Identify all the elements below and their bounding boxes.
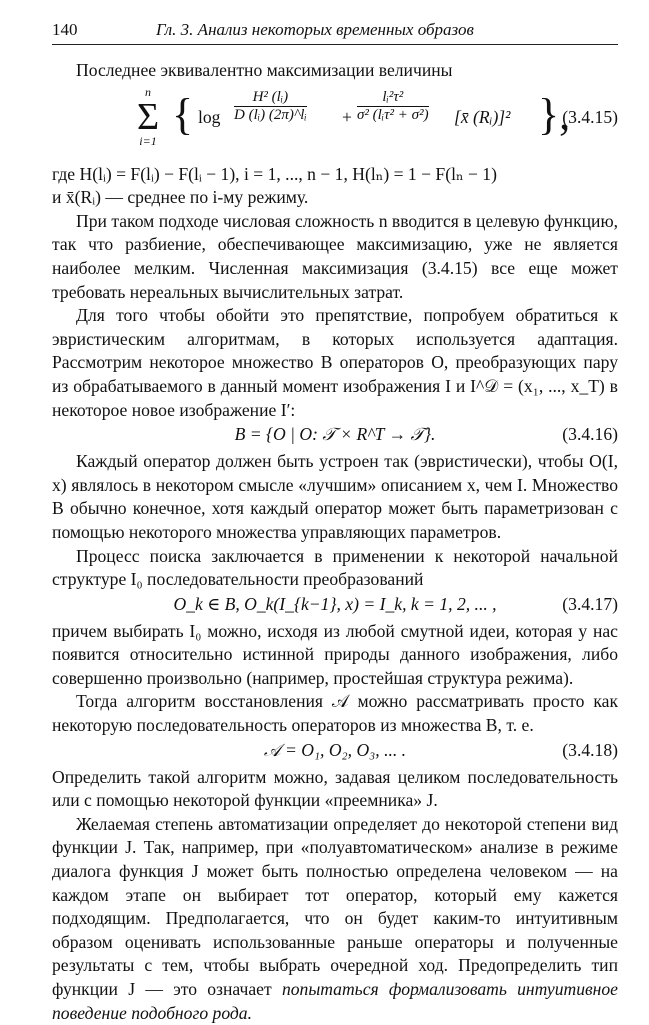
right-brace: },: [538, 89, 571, 139]
paragraph: Для того чтобы обойти это препятствие, попробуем обратиться к эвристическим алгоритмам, в которых используется адаптация. Рассмотрим некоторое множество B операторов O, преобразующих пару из обрабатываемого в данный момент изображения I и I^𝒟 = (x₁, ..., x_T) в некоторое новое изображение I′:: [52, 305, 618, 420]
fraction-1: [234, 89, 307, 124]
sum-lower: i=1: [139, 133, 157, 148]
equation-label: (3.4.16): [562, 424, 618, 445]
equation-label: (3.4.18): [562, 739, 618, 760]
fraction-2: [357, 89, 429, 124]
frac2-numerator: lᵢ²τ²: [357, 89, 429, 107]
paragraph: причем выбирать I₀ можно, исходя из любой смутной идеи, которая у нас появится относительно истинной природы данного изображения, либо совершенно произвольно (например, простейшая структура режима).: [52, 620, 618, 688]
running-header: [52, 18, 618, 45]
equation-label: (3.4.15): [562, 106, 618, 127]
sum-operator: n Σ i=1: [128, 85, 168, 149]
running-title: Гл. 3. Анализ некоторых временных образов: [156, 20, 474, 39]
plus-sign: +: [342, 106, 352, 127]
paragraph: Каждый оператор должен быть устроен так (эвристически), чтобы O(I, x) являлось в некотором смысле «лучшим» описанием x, чем I. Множество B обычно конечное, хотя каждый оператор может быть параметризован с помощью некоторого множества управляющих параметров.: [52, 451, 618, 542]
paragraph-text: Желаемая степень автоматизации определяет до некоторой степени вид функции J. Так, например, при «полуавтоматическом» анализе в режиме диалога функция J может быть полностью определена человеком — на каждом этапе он выбирает тот оператор, который ему кажется подходящим. Предполагается, что он будет каким-то интуитивным образом оценивать использованные раньше операторы и полученные результаты с тем, чтобы выбрать очередной ход. Предопределить тип функции J — это означает: [52, 813, 618, 999]
sum-upper: n: [145, 84, 151, 99]
equation-label: (3.4.17): [562, 593, 618, 614]
paragraph: Последнее эквивалентно максимизации величины: [76, 60, 453, 80]
frac1-numerator: H² (lᵢ): [234, 89, 307, 107]
mean-term: [x̄ (Rᵢ)]²: [454, 106, 511, 127]
paragraph: Определить такой алгоритм можно, задавая целиком последовательность или с помощью некоторой функции «преемника» J.: [52, 766, 618, 811]
log-text: log: [198, 106, 221, 127]
paragraph: где H(lᵢ) = F(lᵢ) − F(lᵢ − 1), i = 1, ..., n − 1, H(lₙ) = 1 − F(lₙ − 1): [52, 163, 497, 184]
page-number: 140: [52, 20, 78, 39]
paragraph: [52, 813, 618, 1025]
book-page: [52, 18, 618, 1025]
left-brace: {: [172, 89, 194, 139]
equation-3-4-18: [52, 738, 618, 766]
equation-body: B = {O | O: 𝒯 × R^T → 𝒯}.: [234, 424, 436, 445]
equation-body: O_k ∈ B, O_k(I_{k−1}, x) = I_k, k = 1, 2, ... ,: [173, 593, 497, 614]
frac1-denominator: D (lᵢ) (2π)^lᵢ: [234, 106, 307, 123]
emphasized-text: попытаться формализовать интуитивное поведение подобного рода.: [52, 979, 618, 1023]
paragraph: Тогда алгоритм восстановления 𝒜 можно рассматривать просто как некоторую последовательность операторов из множества B, т. е.: [52, 691, 618, 736]
paragraph: и x̄(Rᵢ) — среднее по i-му режиму.: [52, 187, 309, 208]
equation-body: 𝒜 = O₁, O₂, O₃, ... .: [263, 739, 407, 760]
paragraph: При таком подходе числовая сложность n вводится в целевую функцию, так что разбиение, обеспечивающее максимизацию, уже не является наиболее мелким. Численная максимизация (3.4.15) все еще может требовать нереальных вычислительных затрат.: [52, 210, 618, 302]
paragraph: Процесс поиска заключается в применении к некоторой начальной структуре I₀ последовательности преобразований: [52, 545, 618, 590]
equation-3-4-16: [52, 422, 618, 450]
equation-3-4-15: [52, 83, 618, 163]
equation-3-4-17: [52, 592, 618, 620]
frac2-denominator: σ² (lᵢτ² + σ²): [357, 106, 429, 123]
